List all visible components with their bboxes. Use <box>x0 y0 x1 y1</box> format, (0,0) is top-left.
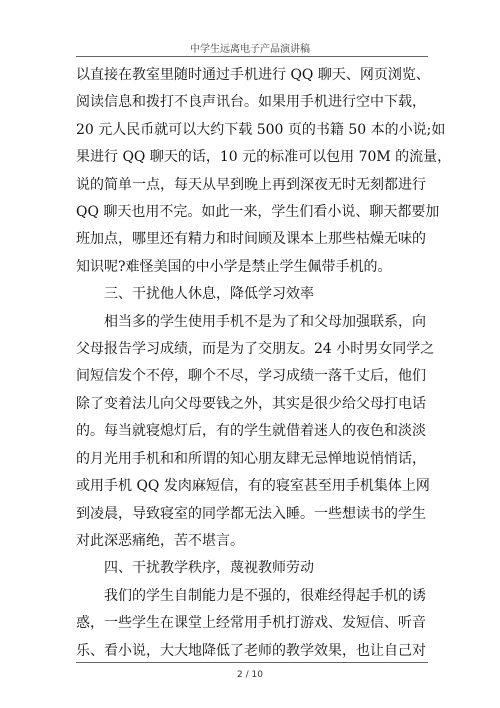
body-line: 或用手机 QQ 发肉麻短信，有的寝室甚至用手机集体上网 <box>76 478 430 495</box>
body-line: 以直接在教室里随时通过手机进行 QQ 聊天、网页浏览、 <box>76 67 430 83</box>
body-line: 果进行 QQ 聊天的话，10 元的标准可以包用 70M 的流量， <box>76 149 452 166</box>
body-line: 除了变着法儿向父母要钱之外，其实是很少给父母打电话 <box>76 395 426 412</box>
body-line: 间短信发个不停，聊个不尽，学习成绩一落千丈后，他们 <box>76 368 426 385</box>
body-line: 我们的学生自制能力是不强的，很难经得起手机的诱 <box>104 587 426 604</box>
body-line: 说的简单一点，每天从早到晚上再到深夜无时无刻都进行 <box>76 176 426 193</box>
page-header: 中学生远离电子产品演讲稿 <box>190 44 310 55</box>
body-line: 相当多的学生使用手机不是为了和父母加强联系，向 <box>104 313 426 330</box>
section-heading-3: 三、干扰他人休息，降低学习效率 <box>104 286 314 303</box>
header-divider <box>76 56 428 57</box>
page-number: 2 / 10 <box>237 670 263 680</box>
body-line: QQ 聊天也用不完。如此一来，学生们看小说、聊天都要加 <box>76 204 440 221</box>
body-line: 班加点，哪里还有精力和时间顾及课本上那些枯燥无味的 <box>76 231 426 248</box>
body-line: 父母报告学习成绩，而是为了交朋友。24 小时男女同学之 <box>76 341 435 358</box>
body-line: 对此深恶痛绝，苦不堪言。 <box>76 532 244 549</box>
footer-divider <box>76 662 428 663</box>
section-heading-4: 四、干扰教学秩序，蔑视教师劳动 <box>104 560 314 577</box>
body-line: 知识呢?难怪美国的中小学是禁止学生佩带手机的。 <box>76 258 392 275</box>
body-line: 20 元人民币就可以大约下载 500 页的书籍 50 本的小说;如 <box>76 121 446 138</box>
body-line: 的。每当就寝熄灯后，有的学生就借着迷人的夜色和淡淡 <box>76 423 426 440</box>
body-line: 到凌晨，导致寝室的同学都无法入睡。一些想读书的学生 <box>76 505 426 522</box>
body-line: 阅读信息和拨打不良声讯台。如果用手机进行空中下载， <box>76 94 426 111</box>
body-line: 乐、看小说，大大地降低了老师的教学效果，也让自己对 <box>76 642 426 659</box>
body-line: 的月光用手机和和所谓的知心朋友肆无忌惮地说悄悄话， <box>76 450 426 467</box>
body-line: 惑，一些学生在课堂上经常用手机打游戏、发短信、听音 <box>76 615 426 632</box>
document-body <box>76 62 452 665</box>
